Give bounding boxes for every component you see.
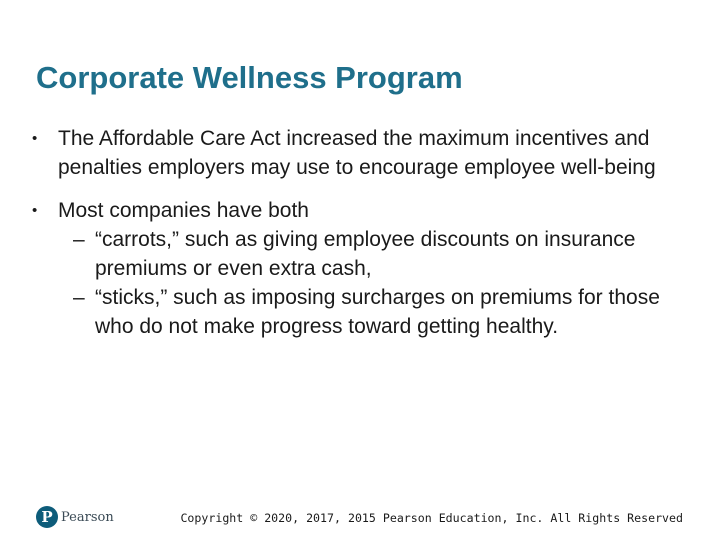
- bullet-item: [30, 124, 700, 182]
- slide-title: Corporate Wellness Program: [36, 60, 463, 95]
- sub-bullet-item: [30, 283, 700, 341]
- sub-bullet-marker: –: [73, 286, 85, 309]
- pearson-logo-icon: P: [36, 506, 58, 528]
- pearson-logo-text: Pearson: [61, 509, 114, 525]
- sub-bullet-text: “carrots,” such as giving employee discounts on insurance premiums or even extra cash,: [95, 228, 636, 280]
- slide-footer: [0, 500, 720, 536]
- bullet-marker: •: [32, 130, 38, 147]
- bullet-item: [30, 196, 700, 225]
- sub-bullet-item: [30, 225, 700, 283]
- copyright-text: Copyright © 2020, 2017, 2015 Pearson Education, Inc. All Rights Reserved: [180, 511, 683, 525]
- sub-bullet-text: “sticks,” such as imposing surcharges on premiums for those who do not make progress toward getting healthy.: [95, 286, 660, 338]
- bullet-text: Most companies have both: [58, 199, 309, 222]
- bullet-text: The Affordable Care Act increased the maximum incentives and penalties employers may use to encourage employee well-being: [58, 127, 656, 179]
- pearson-logo: [36, 506, 114, 528]
- slide-body: [30, 124, 700, 341]
- sub-bullet-marker: –: [73, 228, 85, 251]
- bullet-marker: •: [32, 202, 38, 219]
